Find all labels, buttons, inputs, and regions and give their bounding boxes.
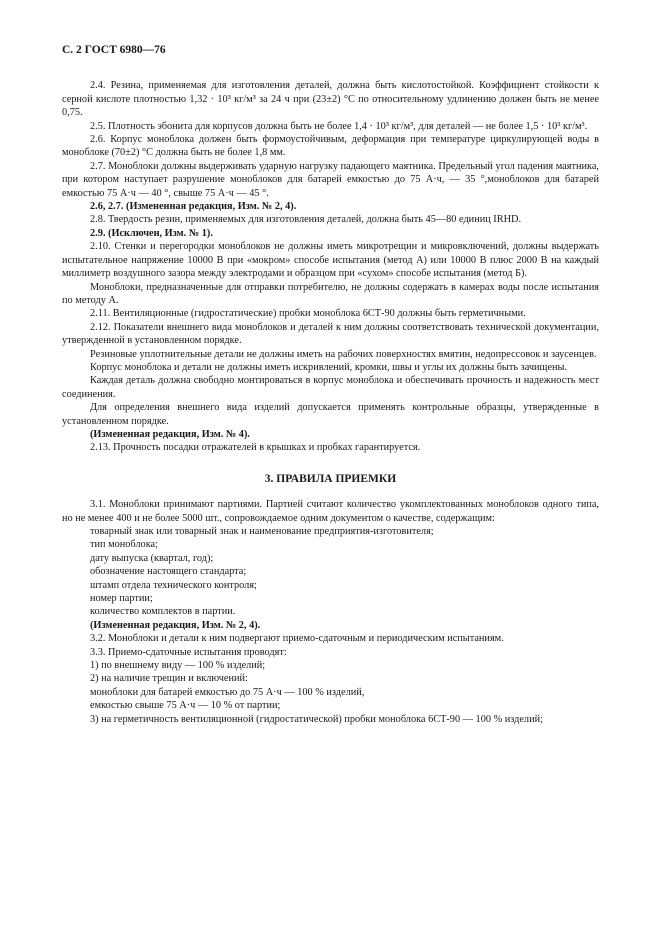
clause-2-5: 2.5. Плотность эбонита для корпусов должна быть не более 1,4 · 10³ кг/м³, для деталей — не более 1,5 · 10³ кг/м³.	[90, 120, 588, 132]
clause-3-3: 3.3. Приемо-сдаточные испытания проводят:	[90, 646, 287, 658]
list-item: 2) на наличие трещин и включений:	[90, 673, 248, 685]
amendment-note: (Измененная редакция, Изм. № 4).	[90, 428, 250, 440]
page-header: С. 2 ГОСТ 6980—76	[62, 44, 166, 56]
list-item: 1) по внешнему виду — 100 % изделий;	[90, 660, 266, 672]
clause-2-9: 2.9. (Исключен, Изм. № 1).	[90, 227, 213, 239]
list-item: дату выпуска (квартал, год);	[90, 552, 214, 564]
clause-2-10-note: Моноблоки, предназначенные для отправки потребителю, не должны содержать в камерах воды после испытания по методу А.	[62, 281, 599, 306]
clause-2-13: 2.13. Прочность посадки отражателей в крышках и пробках гарантируется.	[90, 442, 421, 454]
amendment-note: 2.6, 2.7. (Измененная редакция, Изм. № 2, 4).	[90, 201, 297, 213]
clause-2-4: 2.4. Резина, применяемая для изготовления деталей, должна быть кислотостойкой. Коэффициент стойкости к серной кислоте плотностью 1,32 · 10³ кг/м³ за 24 ч при (23±2) °С по относительному удлинению должен быть не менее 0,75.	[62, 80, 599, 119]
clause-2-10: 2.10. Стенки и перегородки моноблоков не должны иметь микротрещин и микровключений, должны выдержать испытательное напряжение 10000 В при «мокром» способе испытания (метод А) или 10000 В плюс 2000 В на каждый миллиметр воздушного зазора между электродами и образцом при «сухом» способе испытания (метод Б).	[62, 241, 599, 280]
list-item: обозначение настоящего стандарта;	[90, 566, 247, 578]
clause-2-7: 2.7. Моноблоки должны выдерживать ударную нагрузку падающего маятника. Предельный угол падения маятника, при котором наступает разрушение моноблоков для батарей емкостью до 75 А·ч, — 35 °,моноблоков для батарей емкостью 75 А·ч — 40 °, свыше 75 А·ч — 45 °.	[62, 160, 599, 199]
clause-2-12-samples: Для определения внешнего вида изделий допускается применять контрольные образцы, утвержденные в установленном порядке.	[62, 402, 599, 427]
list-item: количество комплектов в партии.	[90, 606, 236, 618]
amendment-note: (Измененная редакция, Изм. № 2, 4).	[90, 619, 261, 631]
clause-2-11: 2.11. Вентиляционные (гидростатические) пробки моноблока 6СТ-90 должны быть герметичными.	[90, 308, 526, 320]
clause-3-2: 3.2. Моноблоки и детали к ним подвергают приемо-сдаточным и периодическим испытаниям.	[90, 633, 504, 645]
clause-2-12-body: Корпус моноблока и детали не должны иметь искривлений, кромки, швы и углы их должны быть зачищены.	[90, 361, 568, 373]
clause-2-6: 2.6. Корпус моноблока должен быть формоустойчивым, деформация при температуре циркулирующей воды в моноблоке (70±2) °С должна быть не более 1,8 мм.	[62, 134, 599, 159]
list-item: 3) на герметичность вентиляционной (гидростатической) пробки моноблока 6СТ-90 — 100 % изделий;	[90, 713, 543, 725]
clause-2-12-rubber: Резиновые уплотнительные детали не должны иметь на рабочих поверхностях вмятин, недопрессовок и заусенцев.	[90, 348, 597, 360]
list-item: моноблоки для батарей емкостью до 75 А·ч — 100 % изделий,	[90, 686, 365, 698]
clause-2-8: 2.8. Твердость резин, применяемых для изготовления деталей, должна быть 45—80 единиц IRHD.	[90, 214, 522, 226]
list-item: емкостью свыше 75 А·ч — 10 % от партии;	[90, 700, 281, 712]
clause-2-12-assembly: Каждая деталь должна свободно монтироваться в корпус моноблока и обеспечивать прочность и надежность мест соединения.	[62, 375, 599, 400]
list-item: штамп отдела технического контроля;	[90, 579, 257, 591]
list-item: тип моноблока;	[90, 539, 158, 551]
list-item: товарный знак или товарный знак и наименование предприятия-изготовителя;	[90, 526, 434, 537]
list-item: номер партии;	[90, 593, 153, 605]
section-title: 3. ПРАВИЛА ПРИЕМКИ	[264, 472, 397, 485]
clause-3-1: 3.1. Моноблоки принимают партиями. Партией считают количество укомплектованных моноблоков одного типа, но не менее 400 и не более 5000 шт., сопровождаемое одним документом о качестве, содержащим:	[62, 499, 599, 524]
clause-2-12: 2.12. Показатели внешнего вида моноблоков и деталей к ним должны соответствовать технической документации, утвержденной в установленном порядке.	[62, 321, 599, 347]
